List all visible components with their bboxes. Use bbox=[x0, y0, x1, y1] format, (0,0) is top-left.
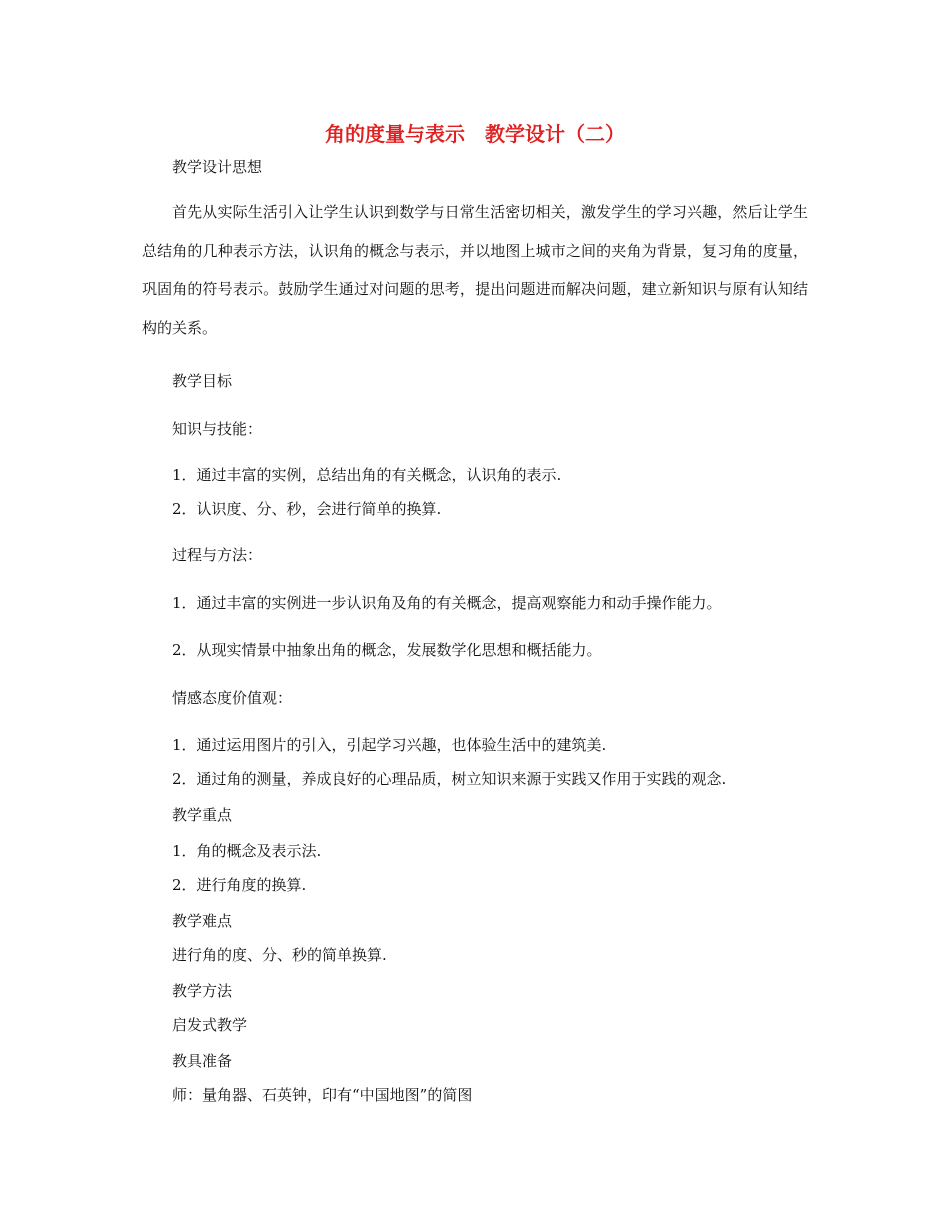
knowledge-heading: 知识与技能： bbox=[172, 420, 263, 438]
process-item-2: 2．从现实情景中抽象出角的概念，发展数学化思想和概括能力。 bbox=[172, 641, 602, 659]
difficulties-text: 进行角的度、分、秒的简单换算. bbox=[172, 946, 387, 964]
knowledge-item-2: 2．认识度、分、秒，会进行简单的换算. bbox=[172, 500, 442, 518]
knowledge-item-1: 1．通过丰富的实例，总结出角的有关概念，认识角的表示. bbox=[172, 466, 562, 484]
method-heading: 教学方法 bbox=[172, 982, 233, 1000]
key-points-heading: 教学重点 bbox=[172, 806, 233, 824]
process-heading: 过程与方法： bbox=[172, 546, 263, 564]
heading-objectives: 教学目标 bbox=[172, 372, 233, 390]
key-point-item-2: 2．进行角度的换算. bbox=[172, 876, 307, 894]
document-title: 角的度量与表示 教学设计（二） bbox=[325, 122, 625, 146]
tools-heading: 教具准备 bbox=[172, 1052, 233, 1070]
attitude-heading: 情感态度价值观： bbox=[172, 689, 293, 707]
method-text: 启发式教学 bbox=[172, 1016, 248, 1034]
tools-text: 师：量角器、石英钟，印有“中国地图”的简图 bbox=[172, 1086, 473, 1104]
key-point-item-1: 1．角的概念及表示法. bbox=[172, 842, 322, 860]
difficulties-heading: 教学难点 bbox=[172, 912, 233, 930]
heading-design-thought: 教学设计思想 bbox=[172, 158, 263, 176]
process-item-1: 1．通过丰富的实例进一步认识角及角的有关概念，提高观察能力和动手操作能力。 bbox=[172, 594, 722, 612]
attitude-item-1: 1．通过运用图片的引入，引起学习兴趣，也体验生活中的建筑美. bbox=[172, 736, 607, 754]
design-paragraph: 首先从实际生活引入让学生认识到数学与日常生活密切相关，激发学生的学习兴趣，然后让学生总结角的几种表示方法，认识角的概念与表示，并以地图上城市之间的夹角为背景，复习角的度量，巩固角的符号表示。鼓励学生通过对问题的思考，提出问题进而解决问题，建立新知识与原有认知结构的关系。 bbox=[142, 203, 808, 337]
attitude-item-2: 2．通过角的测量，养成良好的心理品质，树立知识来源于实践又作用于实践的观念. bbox=[172, 770, 727, 788]
